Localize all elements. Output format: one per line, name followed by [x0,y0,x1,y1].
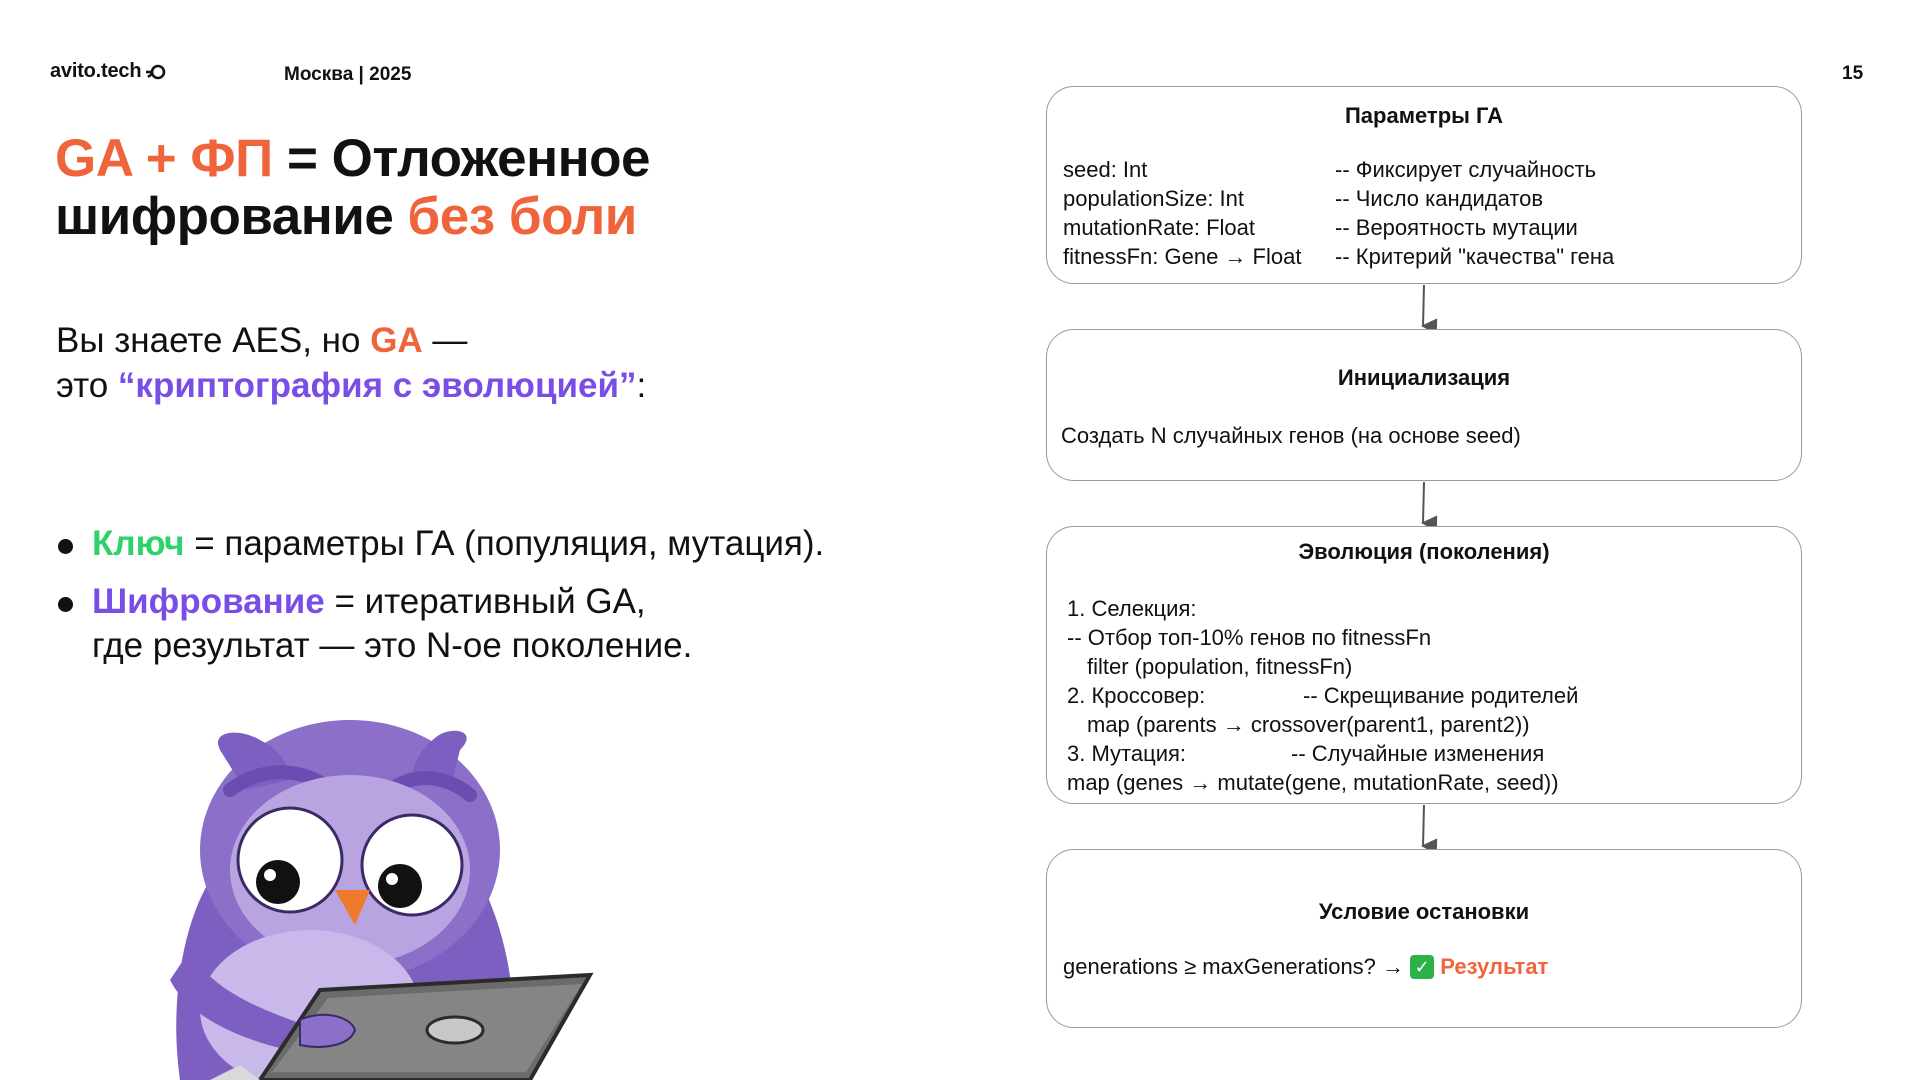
evolution-crossover-comment: -- Скрещивание родителей [1303,683,1579,708]
stop-condition-line [1063,954,1548,980]
evolution-selection-comment: -- Отбор топ-10% генов по fitnessFn [1067,625,1432,650]
evolution-step-crossover: 2. Кроссовер: [1067,683,1206,708]
ga-params-box [1046,86,1802,284]
intro-crypto-evolution: “криптография с эволюцией” [117,366,637,405]
evolution-title: Эволюция (поколения) [1298,539,1550,564]
evolution-mutation-comment: -- Случайные изменения [1291,741,1545,766]
init-title: Инициализация [1337,365,1511,390]
param-seed: seed: Int [1063,157,1148,182]
slide-title [55,130,650,246]
intro-line2-a: это [56,366,118,405]
param-population: populationSize: Int [1063,186,1245,211]
param-fitness-comment: -- Критерий "качества" гена [1335,244,1615,269]
title-painless: без боли [407,187,637,246]
stop-condition-title: Условие остановки [1318,899,1530,924]
evolution-selection-code: filter (population, fitnessFn) [1087,654,1353,679]
param-population-comment: -- Число кандидатов [1335,186,1544,211]
logo-mark-icon [145,63,167,81]
bullet-keyword: Шифрование [92,582,325,621]
evolution-crossover-code: map (parents → crossover(parent1, parent2)) [1087,712,1530,737]
init-box [1046,329,1802,481]
arrow-params-to-init [1423,285,1424,326]
ga-params-title: Параметры ГА [1344,103,1504,128]
evolution-mutation-code: map (genes → mutate(gene, mutationRate, seed)) [1067,770,1559,795]
param-fitness: fitnessFn: Gene → Float [1063,244,1302,269]
intro-text [56,318,646,408]
list-item [55,580,824,668]
intro-line2-b: : [636,366,647,405]
param-mutation-comment: -- Вероятность мутации [1335,215,1578,240]
check-mark-icon: ✓ [1410,955,1434,979]
arrow-init-to-evolution [1423,482,1424,523]
page-number: 15 [1842,63,1864,84]
arrow-evolution-to-stop [1423,805,1424,846]
brand-logo [50,60,167,83]
title-ga-fp: GA + ФП [55,129,273,188]
intro-line1-b: — [422,321,468,360]
intro-line1-a: Вы знаете AES, но [56,321,371,360]
owl-mascot-illustration [150,710,610,1080]
evolution-step-mutation: 3. Мутация: [1067,741,1187,766]
bullet-text-continued: где результат — это N-ое поколение. [92,626,693,665]
param-mutation: mutationRate: Float [1063,215,1255,240]
param-seed-comment: -- Фиксирует случайность [1335,157,1597,182]
logo-text: avito.tech [50,60,142,82]
stop-condition-box [1046,849,1802,1028]
evolution-box [1046,526,1802,804]
bullet-text: = итеративный GA, [324,582,646,621]
stop-condition-text: generations ≥ maxGenerations? → [1063,954,1411,979]
bullet-keyword: Ключ [92,524,185,563]
result-label: Результат [1440,954,1549,979]
evolution-step-selection: 1. Селекция: [1067,596,1197,621]
city-year: Москва | 2025 [284,64,412,85]
bullet-text: = параметры ГА (популяция, мутация). [184,524,825,563]
title-encryption: шифрование [55,187,408,246]
intro-ga: GA [370,321,423,360]
init-description: Создать N случайных генов (на основе seed) [1061,423,1521,448]
list-item [55,522,824,566]
title-deferred: = Отложенное [272,129,651,188]
bullet-list [55,522,824,682]
